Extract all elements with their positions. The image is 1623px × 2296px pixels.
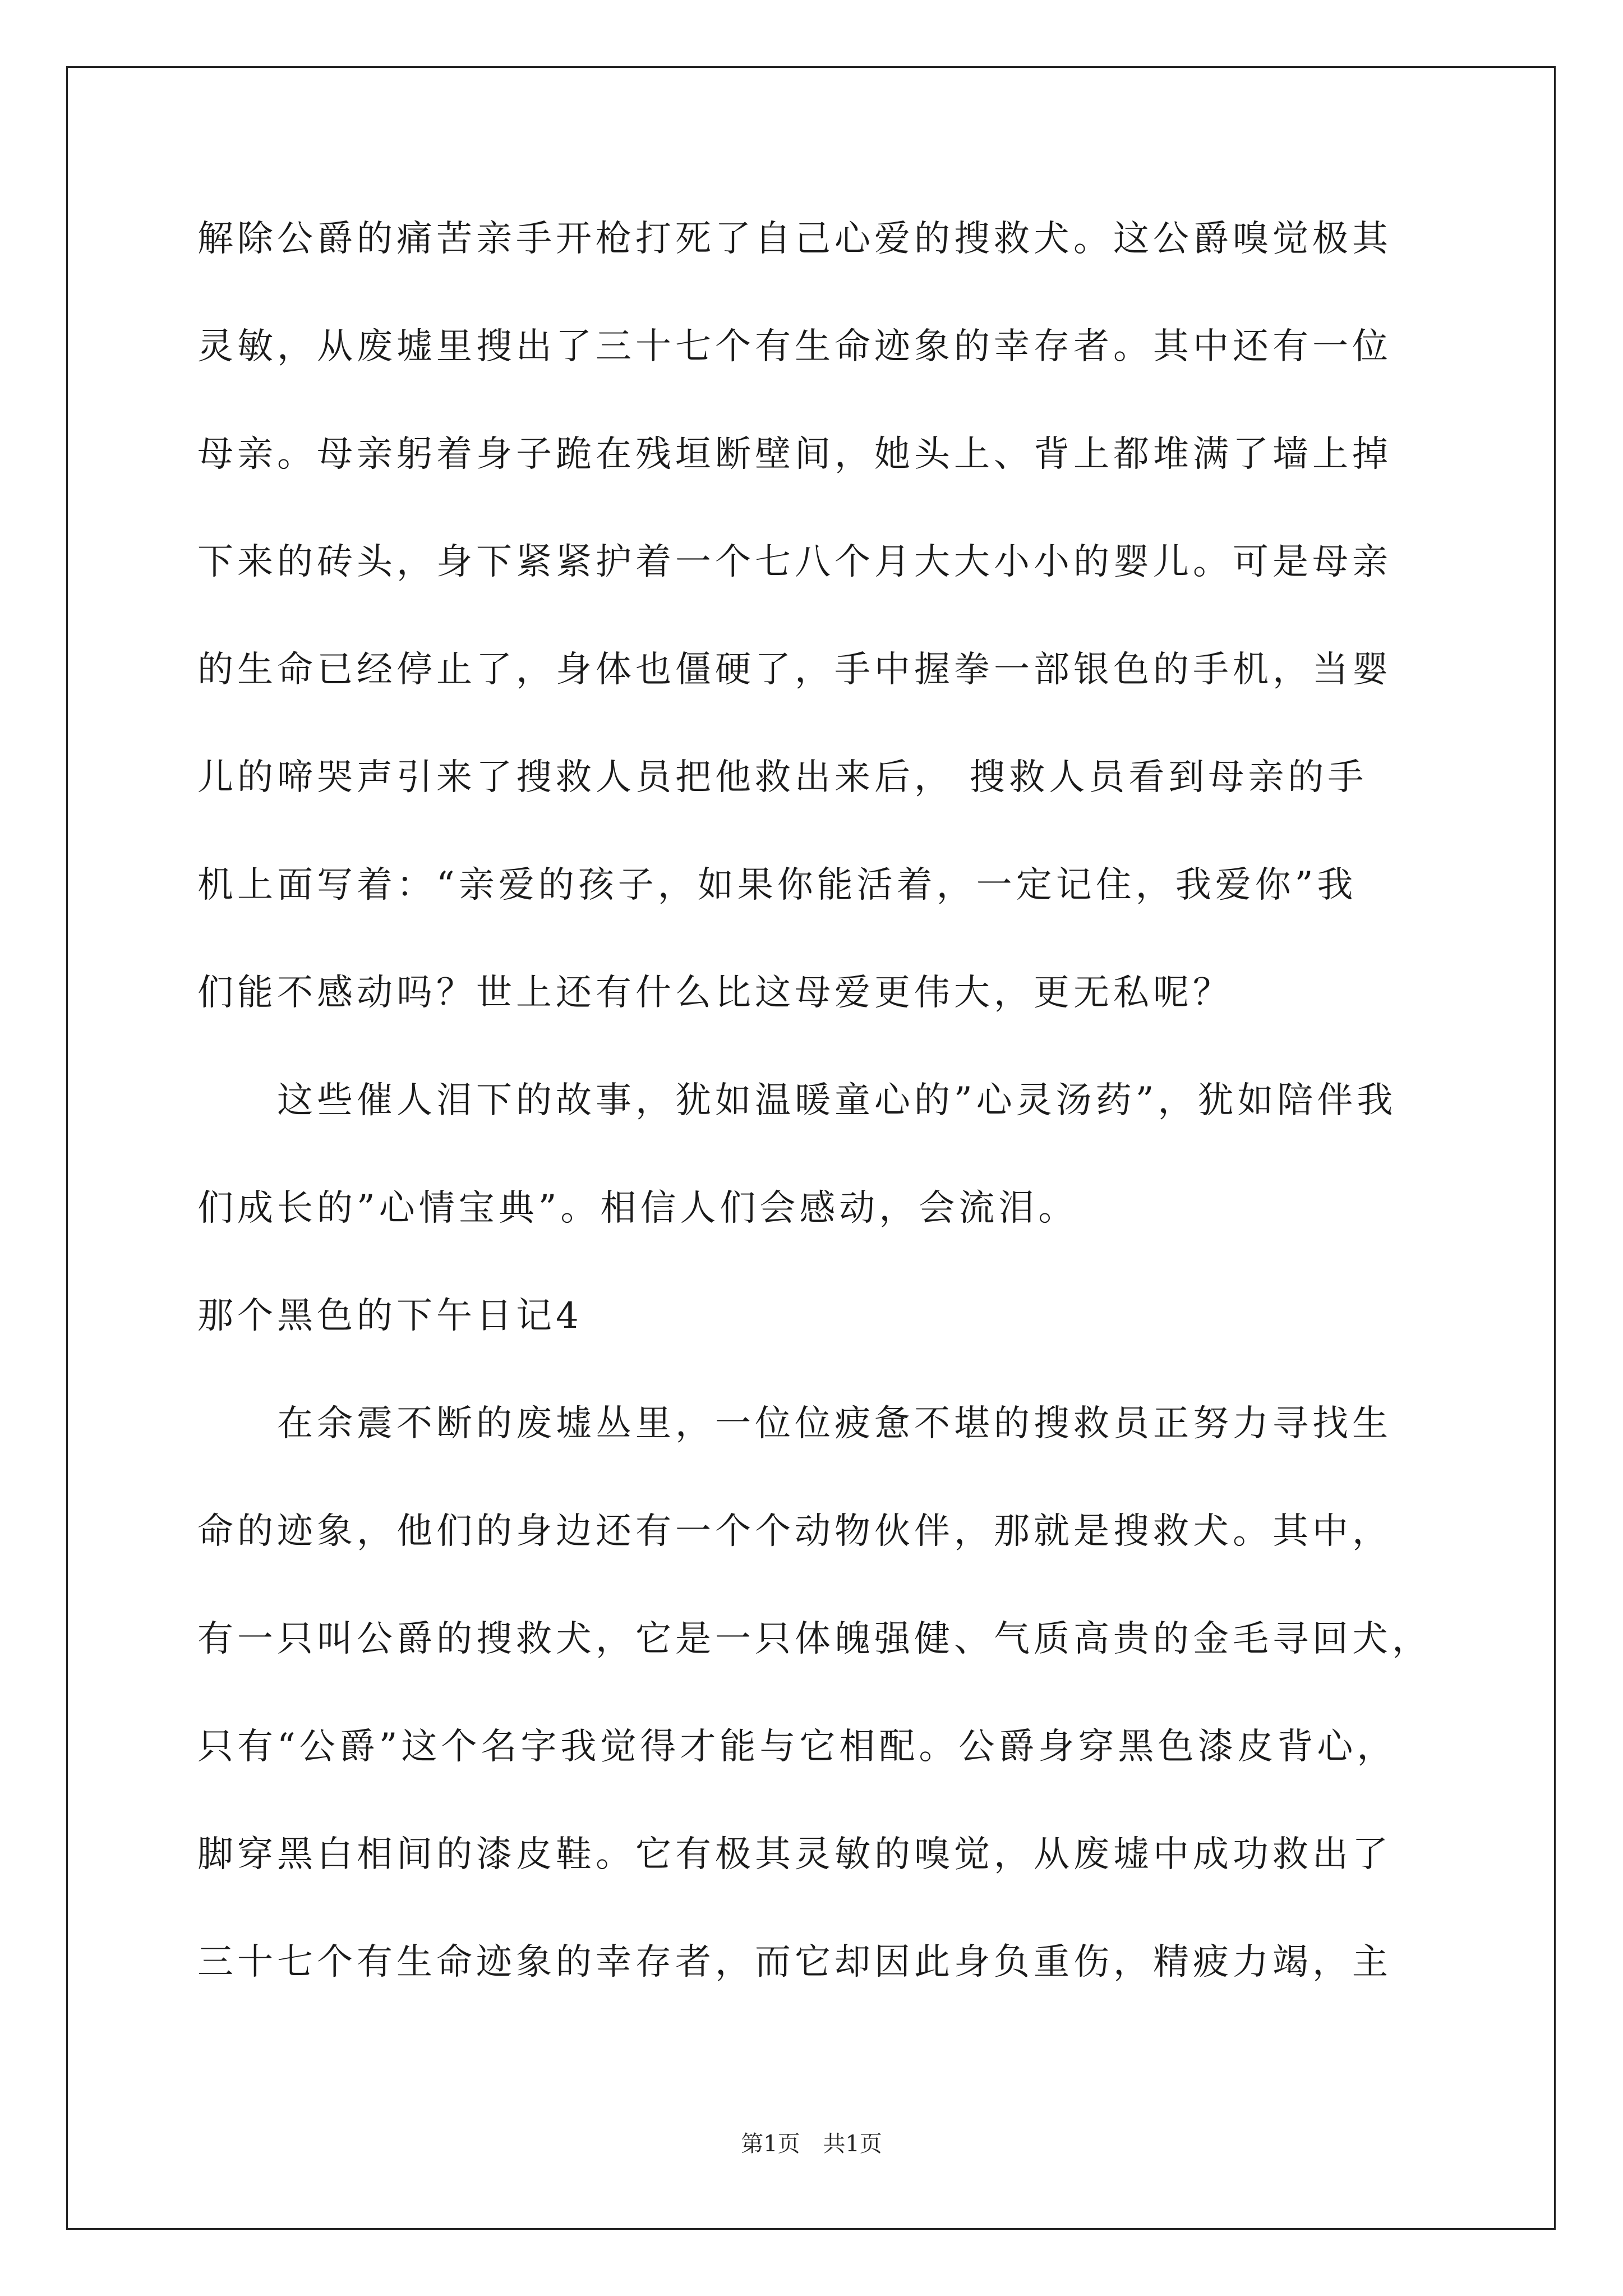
text-line: 们成长的”心情宝典”。相信人们会感动，会流泪。 <box>197 1188 1078 1229</box>
text-line: 儿的啼哭声引来了搜救人员把他救出来后， 搜救人员看到母亲的手 <box>197 757 1368 798</box>
page-total: 共1页 <box>823 2131 882 2157</box>
text-line: 解除公爵的痛苦亲手开枪打死了自己心爱的搜救犬。这公爵嗅觉极其 <box>197 218 1392 260</box>
page-footer <box>0 2126 1623 2158</box>
text-line: 脚穿黑白相间的漆皮鞋。它有极其灵敏的嗅觉，从废墟中成功救出了 <box>197 1834 1392 1875</box>
text-line: 机上面写着：“亲爱的孩子，如果你能活着，一定记住，我爱你”我 <box>197 864 1357 906</box>
text-line: 在余震不断的废墟丛里，一位位疲惫不堪的搜救员正努力寻找生 <box>197 1403 1392 1444</box>
document-body <box>197 208 1431 2039</box>
text-line: 母亲。母亲躬着身子跪在残垣断壁间，她头上、背上都堆满了墙上掉 <box>197 434 1392 475</box>
text-line: 有一只叫公爵的搜救犬，它是一只体魄强健、气质高贵的金毛寻回犬， <box>197 1618 1432 1660</box>
text-line: 灵敏，从废墟里搜出了三十七个有生命迹象的幸存者。其中还有一位 <box>197 326 1392 367</box>
text-line: 这些催人泪下的故事，犹如温暖童心的”心灵汤药”，犹如陪伴我 <box>197 1080 1397 1121</box>
text-line: 三十七个有生命迹象的幸存者，而它却因此身负重伤，精疲力竭，主 <box>197 1941 1392 1983</box>
text-line: 的生命已经停止了，身体也僵硬了，手中握拳一部银色的手机，当婴 <box>197 649 1392 691</box>
text-line: 们能不感动吗？世上还有什么比这母爱更伟大，更无私呢？ <box>197 972 1233 1014</box>
text-line: 只有“公爵”这个名字我觉得才能与它相配。公爵身穿黑色漆皮背心， <box>197 1726 1397 1768</box>
text-line: 命的迹象，他们的身边还有一个个动物伙伴，那就是搜救犬。其中， <box>197 1511 1392 1552</box>
page-number: 第1页 <box>741 2131 800 2157</box>
text-line: 下来的砖头，身下紧紧护着一个七八个月大大小小的婴儿。可是母亲 <box>197 541 1392 583</box>
section-heading: 那个黑色的下午日记4 <box>197 1295 583 1337</box>
